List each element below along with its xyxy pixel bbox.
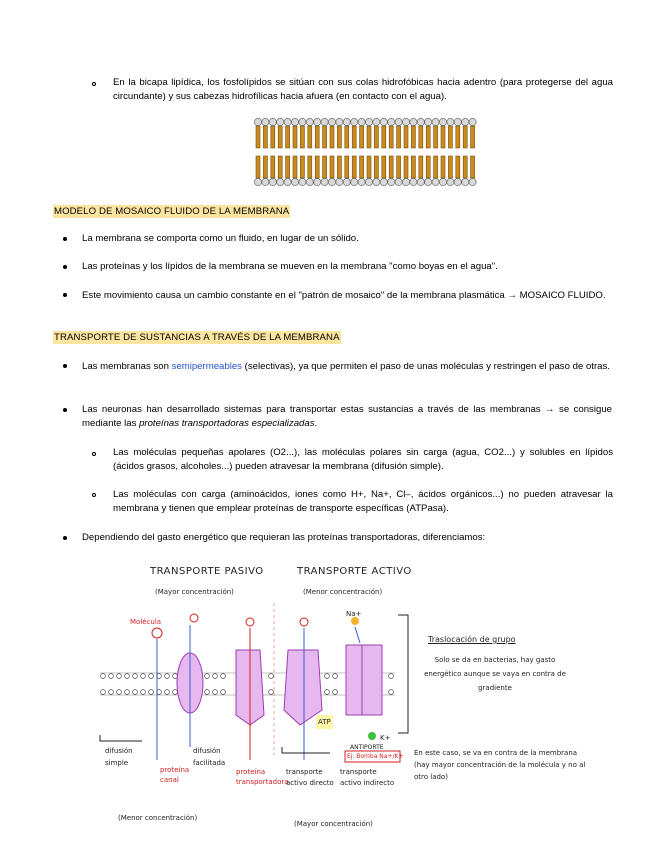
bullet-marker bbox=[63, 536, 67, 540]
lipid-head bbox=[425, 118, 432, 125]
lipid-tail bbox=[367, 126, 371, 148]
lipid-bilayer-image bbox=[250, 112, 486, 192]
lipid-head bbox=[410, 118, 417, 125]
lipid-head bbox=[343, 178, 350, 185]
lipid-head bbox=[402, 118, 409, 125]
text: . bbox=[314, 418, 318, 429]
lipid-tail bbox=[434, 126, 438, 148]
lipid-tail bbox=[345, 126, 349, 148]
lipid-tail bbox=[389, 156, 393, 178]
membrane-head bbox=[325, 690, 330, 695]
membrane-head bbox=[205, 690, 210, 695]
membrane-head bbox=[333, 690, 338, 695]
lipid-tail bbox=[448, 126, 452, 148]
facilitated-diffusion-label: difusión facilitada bbox=[193, 747, 226, 767]
active-indirect-label: transporte activo indirecto bbox=[340, 768, 395, 787]
lipid-head bbox=[269, 178, 276, 185]
lipid-head bbox=[365, 118, 372, 125]
semipermeable-link[interactable]: semipermeables bbox=[171, 361, 242, 372]
lipid-tail bbox=[286, 126, 290, 148]
lipid-tail bbox=[456, 156, 460, 178]
lipid-tail bbox=[374, 126, 378, 148]
lipid-tail bbox=[411, 126, 415, 148]
lipid-tail bbox=[278, 156, 282, 178]
lipid-head bbox=[277, 118, 284, 125]
text: (selectivas), ya que permiten el paso de unas moléculas y restringen el paso de otras. bbox=[241, 361, 610, 372]
bilayer-description: En la bicapa lipídica, los fosfolípidos se sitúan con sus colas hidrofóbicas hacia adentro (para protegerse del agua circundante) y sus cabezas hidrofílicas hacia afuera (en contacto con el agua). bbox=[113, 77, 613, 102]
lipid-tail bbox=[308, 156, 312, 178]
heading-transport: TRANSPORTE DE SUSTANCIAS A TRAVÉS DE LA MEMBRANA bbox=[54, 332, 340, 343]
bullet-marker bbox=[63, 364, 67, 368]
lipid-head bbox=[395, 118, 402, 125]
transport-protein-label: proteína transportadora bbox=[236, 768, 289, 786]
lipid-head bbox=[328, 118, 335, 125]
lipid-head bbox=[447, 118, 454, 125]
lipid-head bbox=[328, 178, 335, 185]
lipid-head bbox=[469, 118, 476, 125]
active-transport-title: TRANSPORTE ACTIVO bbox=[297, 566, 412, 577]
lipid-head bbox=[358, 118, 365, 125]
lipid-tail bbox=[441, 156, 445, 178]
lipid-tail bbox=[382, 126, 386, 148]
membrane-head bbox=[389, 690, 394, 695]
lipid-tail bbox=[360, 156, 364, 178]
lipid-head bbox=[343, 118, 350, 125]
bottom-high-concentration: (Mayor concentración) bbox=[294, 820, 373, 828]
membrane-head bbox=[141, 674, 146, 679]
membrane-head bbox=[117, 674, 122, 679]
lipid-head bbox=[306, 178, 313, 185]
lipid-head bbox=[462, 118, 469, 125]
membrane-head bbox=[109, 674, 114, 679]
lipid-head bbox=[417, 118, 424, 125]
na-label: Na+ bbox=[346, 610, 362, 618]
lipid-tail bbox=[434, 156, 438, 178]
lipid-tail bbox=[330, 156, 334, 178]
membrane-head bbox=[101, 674, 106, 679]
membrane-head bbox=[205, 674, 210, 679]
lipid-tail bbox=[271, 126, 275, 148]
lipid-tail bbox=[463, 156, 467, 178]
lipid-tail bbox=[367, 156, 371, 178]
membrane-head bbox=[221, 690, 226, 695]
lipid-head bbox=[262, 118, 269, 125]
lipid-head bbox=[299, 178, 306, 185]
passive-transport-title: TRANSPORTE PASIVO bbox=[150, 566, 264, 577]
membrane-head bbox=[165, 690, 170, 695]
list-item: Las proteínas y los lípidos de la membrana se mueven en la membrana "como boyas en el agua". bbox=[82, 261, 498, 272]
lipid-tail bbox=[397, 156, 401, 178]
lipid-head bbox=[410, 178, 417, 185]
lipid-head bbox=[432, 118, 439, 125]
lipid-head bbox=[358, 178, 365, 185]
lipid-tail bbox=[271, 156, 275, 178]
lipid-tail bbox=[278, 126, 282, 148]
membrane-head bbox=[269, 690, 274, 695]
bullet-marker bbox=[63, 293, 67, 297]
lipid-tail bbox=[426, 126, 430, 148]
atp-label: ATP bbox=[316, 715, 333, 729]
membrane-head bbox=[389, 674, 394, 679]
membrane-head bbox=[125, 690, 130, 695]
sub-bullet-marker bbox=[92, 493, 96, 497]
emphasis: proteínas transportadoras especializadas bbox=[139, 418, 315, 429]
lipid-tail bbox=[448, 156, 452, 178]
membrane-head bbox=[333, 674, 338, 679]
lipid-tail bbox=[323, 156, 327, 178]
membrane-head bbox=[173, 690, 178, 695]
list-item: La membrana se comporta como un fluido, en lugar de un sólido. bbox=[82, 233, 359, 244]
lipid-tail bbox=[256, 126, 260, 148]
lipid-tail bbox=[382, 156, 386, 178]
pump-label: Ej. Bomba Na+/K+ bbox=[347, 753, 404, 760]
lipid-head bbox=[321, 178, 328, 185]
lipid-head bbox=[469, 178, 476, 185]
active-concentration-label: (Menor concentración) bbox=[303, 588, 383, 596]
lipid-tail bbox=[330, 126, 334, 148]
lipid-head bbox=[395, 178, 402, 185]
lipid-tail bbox=[456, 126, 460, 148]
membrane-drawing bbox=[0, 555, 655, 848]
antiport-label: ANTIPORTE bbox=[350, 744, 384, 751]
lipid-head bbox=[351, 118, 358, 125]
membrane-head bbox=[117, 690, 122, 695]
lipid-tail bbox=[263, 156, 267, 178]
lipid-head bbox=[462, 178, 469, 185]
lipid-head bbox=[277, 178, 284, 185]
lipid-tail bbox=[426, 156, 430, 178]
text: Las membranas son bbox=[82, 361, 172, 372]
lipid-head bbox=[351, 178, 358, 185]
transport-diagram bbox=[0, 555, 655, 848]
lipid-head bbox=[336, 178, 343, 185]
membrane-head bbox=[269, 674, 274, 679]
membrane-head bbox=[325, 674, 330, 679]
list-item: Dependiendo del gasto energético que requieran las proteínas transportadoras, diferenciamos: bbox=[82, 532, 486, 543]
lipid-tail bbox=[404, 156, 408, 178]
sub-bullet-marker bbox=[92, 452, 96, 456]
lipid-tail bbox=[352, 126, 356, 148]
list-item-semipermeable bbox=[82, 360, 612, 374]
lipid-tail bbox=[360, 126, 364, 148]
sub-bullet-marker bbox=[92, 82, 96, 86]
group-translocation-title: Traslocación de grupo bbox=[428, 635, 516, 644]
lipid-tail bbox=[300, 156, 304, 178]
heading-mosaic-model: MODELO DE MOSAICO FLUIDO DE LA MEMBRANA bbox=[54, 206, 290, 217]
membrane-head bbox=[133, 690, 138, 695]
lipid-head bbox=[291, 118, 298, 125]
bullet-marker bbox=[63, 265, 67, 269]
lipid-head bbox=[284, 118, 291, 125]
text: Las neuronas han desarrollado sistemas para transportar estas sustancias a través de las membranas → se consigue mediante las bbox=[82, 404, 612, 429]
lipid-head bbox=[254, 118, 261, 125]
lipid-head bbox=[380, 178, 387, 185]
membrane-head bbox=[213, 674, 218, 679]
lipid-head bbox=[262, 178, 269, 185]
lipid-head bbox=[269, 118, 276, 125]
simple-diffusion-label: difusión simple bbox=[105, 747, 133, 767]
membrane-head bbox=[101, 690, 106, 695]
lipid-tail bbox=[308, 126, 312, 148]
molecule-label: Molécula bbox=[130, 618, 162, 626]
membrane-head bbox=[173, 674, 178, 679]
lipid-head bbox=[439, 118, 446, 125]
lipid-tail bbox=[471, 156, 475, 178]
k-label: K+ bbox=[380, 734, 391, 742]
lipid-head bbox=[284, 178, 291, 185]
lipid-head bbox=[306, 118, 313, 125]
lipid-head bbox=[439, 178, 446, 185]
lipid-head bbox=[388, 178, 395, 185]
lipid-tail bbox=[286, 156, 290, 178]
lipid-head bbox=[291, 178, 298, 185]
lipid-tail bbox=[323, 126, 327, 148]
membrane-head bbox=[133, 674, 138, 679]
lipid-head bbox=[425, 178, 432, 185]
sub-item: Las moléculas pequeñas apolares (O2...), las moléculas polares sin carga (agua, CO2...) y solubles en lípidos (ácidos grasos, alcoholes...) pueden atravesar la membrana (difusión simple). bbox=[113, 447, 613, 472]
bullet-marker bbox=[63, 237, 67, 241]
membrane-head bbox=[221, 674, 226, 679]
membrane-head bbox=[165, 674, 170, 679]
lipid-tail bbox=[263, 126, 267, 148]
lipid-head bbox=[373, 118, 380, 125]
lipid-tail bbox=[463, 126, 467, 148]
lipid-head bbox=[299, 118, 306, 125]
lipid-tail bbox=[411, 156, 415, 178]
lipid-tail bbox=[293, 156, 297, 178]
membrane-head bbox=[149, 674, 154, 679]
lipid-head bbox=[454, 178, 461, 185]
bottom-low-concentration: (Menor concentración) bbox=[118, 814, 198, 822]
lipid-tail bbox=[337, 156, 341, 178]
lipid-head bbox=[314, 178, 321, 185]
membrane-head bbox=[213, 690, 218, 695]
lipid-tail bbox=[293, 126, 297, 148]
passive-concentration-label: (Mayor concentración) bbox=[155, 588, 234, 596]
lipid-head bbox=[388, 118, 395, 125]
membrane-head bbox=[109, 690, 114, 695]
lipid-tail bbox=[397, 126, 401, 148]
lipid-tail bbox=[345, 156, 349, 178]
lipid-tail bbox=[419, 156, 423, 178]
lipid-head bbox=[380, 118, 387, 125]
membrane-head bbox=[125, 674, 130, 679]
lipid-tail bbox=[419, 126, 423, 148]
lipid-head bbox=[402, 178, 409, 185]
lipid-tail bbox=[256, 156, 260, 178]
lipid-head bbox=[417, 178, 424, 185]
bullet-marker bbox=[63, 408, 67, 412]
lipid-head bbox=[454, 118, 461, 125]
lipid-tail bbox=[404, 126, 408, 148]
lipid-tail bbox=[300, 126, 304, 148]
lipid-tail bbox=[471, 126, 475, 148]
lipid-head bbox=[365, 178, 372, 185]
group-translocation-note: Solo se da en bacterias, hay gasto energético aunque se vaya en contra de gradiente bbox=[424, 656, 566, 692]
active-direct-label: transporte activo directo bbox=[286, 768, 334, 787]
lipid-head bbox=[254, 178, 261, 185]
lipid-head bbox=[447, 178, 454, 185]
lipid-head bbox=[432, 178, 439, 185]
lipid-tail bbox=[337, 126, 341, 148]
list-item-neurons bbox=[82, 403, 612, 431]
membrane-head bbox=[149, 690, 154, 695]
list-item: Este movimiento causa un cambio constante en el "patrón de mosaico" de la membrana plasmática → MOSAICO FLUIDO. bbox=[82, 290, 606, 301]
lipid-head bbox=[336, 118, 343, 125]
lipid-head bbox=[321, 118, 328, 125]
lipid-tail bbox=[352, 156, 356, 178]
lipid-tail bbox=[389, 126, 393, 148]
lipid-tail bbox=[315, 126, 319, 148]
lipid-head bbox=[314, 118, 321, 125]
lipid-tail bbox=[374, 156, 378, 178]
lipid-head bbox=[373, 178, 380, 185]
note-against-gradient: En este caso, se va en contra de la membrana (hay mayor concentración de la molécula y no al otro lado) bbox=[414, 749, 586, 781]
membrane-head bbox=[141, 690, 146, 695]
lipid-tail bbox=[315, 156, 319, 178]
channel-protein-label: proteína canal bbox=[160, 766, 190, 784]
sub-item: Las moléculas con carga (aminoácidos, iones como H+, Na+, Cl–, ácidos orgánicos...) no pueden atravesar la membrana y tienen que emplear proteínas de transporte específicas (ATPasa). bbox=[113, 489, 613, 514]
lipid-tail bbox=[441, 126, 445, 148]
